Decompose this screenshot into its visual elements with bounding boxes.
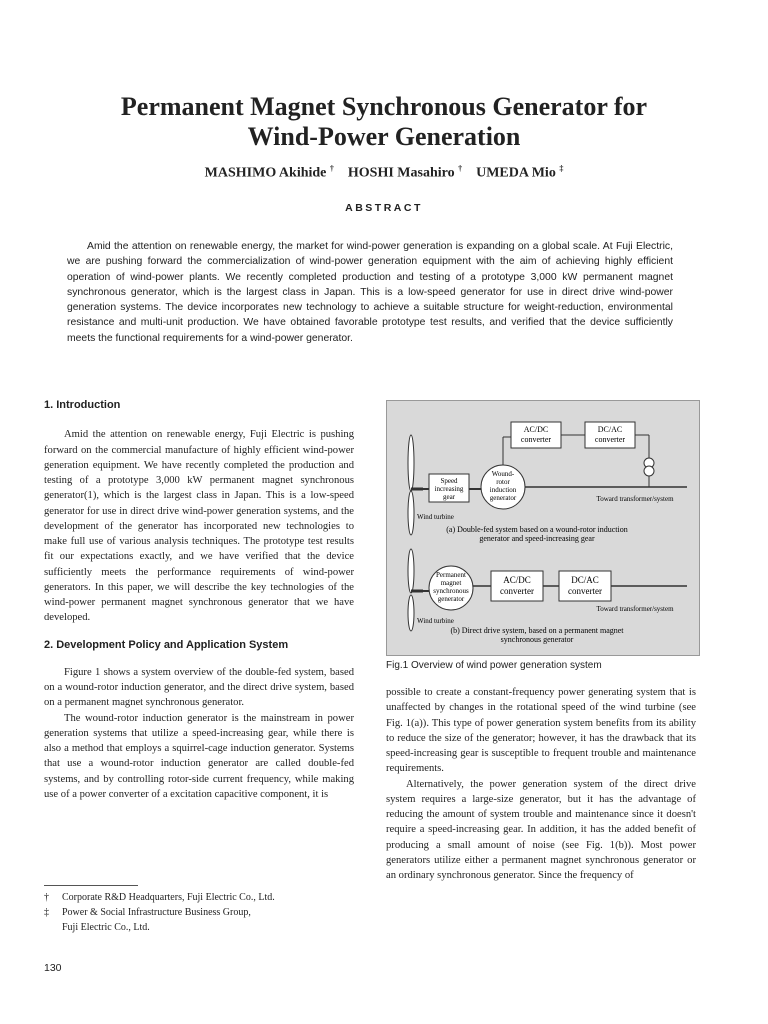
- footnote: [44, 905, 275, 920]
- label: AC/DC: [523, 425, 549, 434]
- label: converter: [568, 586, 602, 596]
- figure-caption: Fig.1 Overview of wind power generation system: [386, 660, 602, 671]
- footnote: [44, 920, 275, 935]
- abstract-text: Amid the attention on renewable energy, the market for wind-power generation is expanding on a global scale. At Fuji Electric, we are pushing forward the commercialization of wind-power generation equipment with the aim of achieving highly efficient operation of wind-power plants. We recently completed production and testing of a prototype 3,000 kW permanent magnet synchronous generator, which is the largest class in Japan. This is a low-speed generator for use in direct drive wind-power generation systems. The device incorporates new technology to achieve a suitable structure for weight-reduction, environmental resistance and multi-unit production. We have obtained favorable prototype test results, and verified that the device sufficiently meets the functional requirements for a wind-power generator.: [67, 241, 673, 344]
- section2-paragraph-4: Alternatively, the power generation system of the direct drive system requires a large-size generator, but it has the advantage of reducing the amount of system trouble and maintenance since it doesn't require a speed-increasing gear. In addition, it has the added benefit of producing a small amount of noise (see Fig. 1(b)). Most power generators utilize either a permanent magnet synchronous generator or an ordinary synchronous generator. Since the frequency of: [386, 778, 696, 881]
- footnote-mark: [44, 920, 62, 935]
- footnote-text: Power & Social Infrastructure Business Group,: [62, 907, 251, 918]
- footnote-divider: [44, 885, 138, 886]
- author-affiliation-mark: †: [458, 164, 463, 173]
- footnote-text: Corporate R&D Headquarters, Fuji Electric Co., Ltd.: [62, 892, 275, 903]
- label: synchronous: [433, 587, 469, 595]
- label: Permanent: [436, 571, 466, 579]
- author-name: UMEDA Mio: [476, 165, 556, 181]
- subfigure-a-caption: (a) Double-fed system based on a wound-rotor induction: [446, 525, 628, 534]
- section-heading-introduction: 1. Introduction: [44, 399, 121, 411]
- section-heading-development-policy: 2. Development Policy and Application System: [44, 638, 289, 651]
- intro-paragraph: Amid the attention on renewable energy, Fuji Electric is pushing forward on the commercial manufacture of highly efficient wind-power generation equipment. We have recently completed the production and testing of a prototype 3,000 kW permanent magnet synchronous generator(1), which is the largest class in Japan. This is a low-speed generator for use in direct drive wind-power generation systems, and the development of the generator has incorporated new technologies to make full use of various analysis techniques. The prototype test results fit our expectations exactly, and we have verified that the device sufficiently meets the performance requirements of wind-power generators. In this paper, we will describe the key technologies of the wind-power permanent magnet synchronous generator that we have developed.: [44, 429, 354, 624]
- page-number: 130: [44, 962, 62, 974]
- label: converter: [520, 435, 552, 444]
- abstract-body: [67, 239, 673, 346]
- label: generator: [489, 494, 517, 502]
- label: Speed: [440, 477, 458, 485]
- transformer-icon: [644, 458, 654, 476]
- title-line-1: Permanent Magnet Synchronous Generator for: [120, 92, 648, 121]
- author-name: MASHIMO Akihide: [204, 165, 327, 181]
- label: Wind turbine: [417, 513, 454, 521]
- label: magnet: [440, 579, 462, 587]
- author-name: HOSHI Masahiro: [347, 165, 455, 181]
- label: rotor: [496, 478, 510, 486]
- subfigure-a-caption: generator and speed-increasing gear: [479, 534, 595, 543]
- label: increasing: [434, 485, 464, 493]
- label: gear: [442, 493, 456, 501]
- footnote: [44, 890, 275, 905]
- author-affiliation-mark: ‡: [559, 164, 564, 173]
- label: generator: [437, 595, 465, 603]
- system-diagram-svg: [387, 401, 699, 655]
- subfigure-b-caption: (b) Direct drive system, based on a permanent magnet: [450, 626, 624, 635]
- label: Wind turbine: [417, 617, 454, 625]
- label: converter: [500, 586, 534, 596]
- section2-paragraph-3: possible to create a constant-frequency power generating system that is unaffected by changes in the rotational speed of the wind turbine (see Fig. 1(a)). This type of power generation system benefits from its ability to reduce the size of the generator; however, it has the drawback that its speed-increasing gear is susceptible to frequent trouble and maintenance requirements.: [386, 687, 696, 775]
- author-list: [40, 164, 728, 182]
- footnote-mark: ‡: [44, 907, 49, 918]
- author-affiliation-mark: †: [329, 164, 334, 173]
- right-column: [386, 685, 696, 883]
- label: Toward transformer/system: [596, 495, 674, 503]
- label: induction: [489, 486, 517, 494]
- label: Wound-: [491, 470, 515, 478]
- left-column: [44, 398, 354, 802]
- label: converter: [594, 435, 626, 444]
- label: DC/AC: [571, 575, 599, 585]
- footnotes: [44, 890, 275, 935]
- label: DC/AC: [597, 425, 623, 434]
- abstract-heading: ABSTRACT: [345, 202, 423, 214]
- footnote-text: Fuji Electric Co., Ltd.: [62, 922, 150, 933]
- section2-paragraph-2: The wound-rotor induction generator is the mainstream in power generation systems that utilize a speed-increasing gear, while there is also a method that employs a squirrel-cage induction generator. Systems that use a wound-rotor induction generator are called double-fed systems, and by controlling rotor-side current frequency, while making use of a power converter of a excitation capacitive component, it is: [44, 712, 354, 800]
- label: AC/DC: [503, 575, 531, 585]
- paper-title: [40, 92, 728, 152]
- title-line-2: Wind-Power Generation: [247, 122, 521, 151]
- subfigure-b-caption: synchronous generator: [500, 635, 574, 644]
- figure-1-diagram: [386, 400, 700, 656]
- footnote-mark: †: [44, 892, 49, 903]
- label: Toward transformer/system: [596, 605, 674, 613]
- section2-paragraph-1: Figure 1 shows a system overview of the double-fed system, based on a wound-rotor induction generator, and the direct drive system, based on a permanent magnet synchronous generator.: [44, 666, 354, 709]
